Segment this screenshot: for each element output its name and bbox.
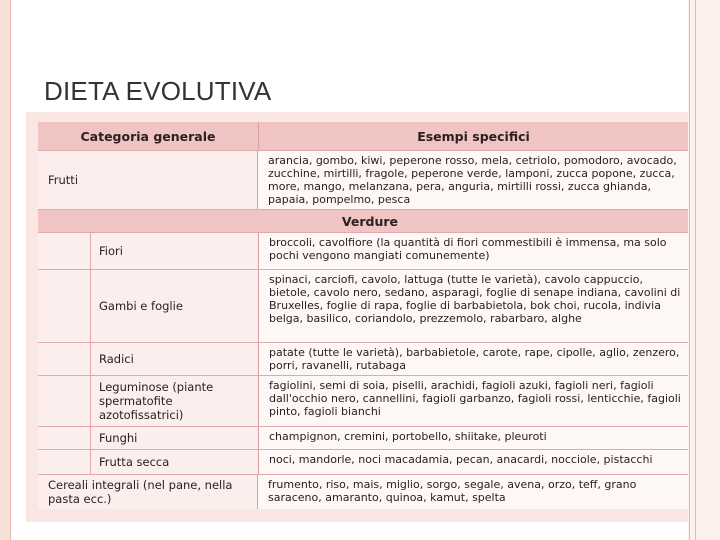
category-cell: Radici [91, 343, 259, 375]
examples-cell: broccoli, cavolfiore (la quantità di fiori commestibili è immensa, ma solo pochi vengono mangiati comunemente) [259, 233, 688, 269]
header-category: Categoria generale [38, 122, 259, 150]
indent-cell [38, 427, 91, 449]
slide-border-right [688, 0, 720, 540]
header-examples: Esempi specifici [417, 128, 530, 144]
table-row [38, 449, 688, 474]
slide-border-left-line [10, 0, 11, 540]
table-row-frutti [38, 150, 688, 209]
slide-title: DIETA EVOLUTIVA [44, 76, 272, 106]
table-row [38, 375, 688, 426]
examples-cell: arancia, gombo, kiwi, peperone rosso, mela, cetriolo, pomodoro, avocado, zucchine, mirtilli, fragole, peperone verde, lamponi, zucca popone, zucca, more, mango, melanzana, pera, anguria, mirtilli rossi, zucca ghianda, papaia, pompelmo, pesca [258, 151, 688, 209]
table-row-cereali [38, 474, 688, 509]
indent-cell [38, 376, 91, 426]
diet-table [38, 122, 688, 509]
indent-cell [38, 343, 91, 375]
examples-cell: spinaci, carciofi, cavolo, lattuga (tutte le varietà), cavolo cappuccio, bietole, cavolo nero, sedano, asparagi, foglie di senape indiana, cavolini di Bruxelles, foglie di rapa, foglie di barbabietola, bok choi, rucola, indivia belga, basilico, coriandolo, prezzemolo, rabarbaro, alghe [259, 270, 688, 342]
table-row [38, 232, 688, 269]
examples-cell: noci, mandorle, noci macadamia, pecan, anacardi, nocciole, pistacchi [259, 450, 688, 474]
slide-border-left [0, 0, 10, 540]
table-row [38, 426, 688, 449]
indent-cell [38, 450, 91, 474]
examples-cell: frumento, riso, mais, miglio, sorgo, segale, avena, orzo, teff, grano saraceno, amaranto, quinoa, kamut, spelta [258, 475, 688, 509]
category-cell: Fiori [91, 233, 259, 269]
diet-table-image [26, 112, 688, 522]
table-row [38, 269, 688, 342]
table-header [38, 122, 688, 150]
examples-cell: patate (tutte le varietà), barbabietole, carote, rape, cipolle, aglio, zenzero, porri, ravanelli, rutabaga [259, 343, 688, 375]
slide-border-right-line [695, 0, 696, 540]
examples-cell: champignon, cremini, portobello, shiitake, pleuroti [259, 427, 688, 449]
category-cell: Gambi e foglie [91, 270, 259, 342]
section-verdure: Verdure [38, 209, 688, 232]
category-cell: Frutta secca [91, 450, 259, 474]
category-cell: Leguminose (piante spermatofite azotofissatrici) [91, 376, 259, 426]
indent-cell [38, 233, 91, 269]
table-row [38, 342, 688, 375]
category-cell: Frutti [38, 151, 258, 209]
indent-cell [38, 270, 91, 342]
slide-border-right-line [689, 0, 690, 540]
category-cell: Funghi [91, 427, 259, 449]
examples-cell: fagiolini, semi di soia, piselli, arachidi, fagioli azuki, fagioli neri, fagioli dall'occhio nero, cannellini, fagioli garbanzo, fagioli rossi, lenticchie, fagioli pinto, fagioli bianchi [259, 376, 688, 426]
category-cell: Cereali integrali (nel pane, nella pasta ecc.) [38, 475, 258, 509]
